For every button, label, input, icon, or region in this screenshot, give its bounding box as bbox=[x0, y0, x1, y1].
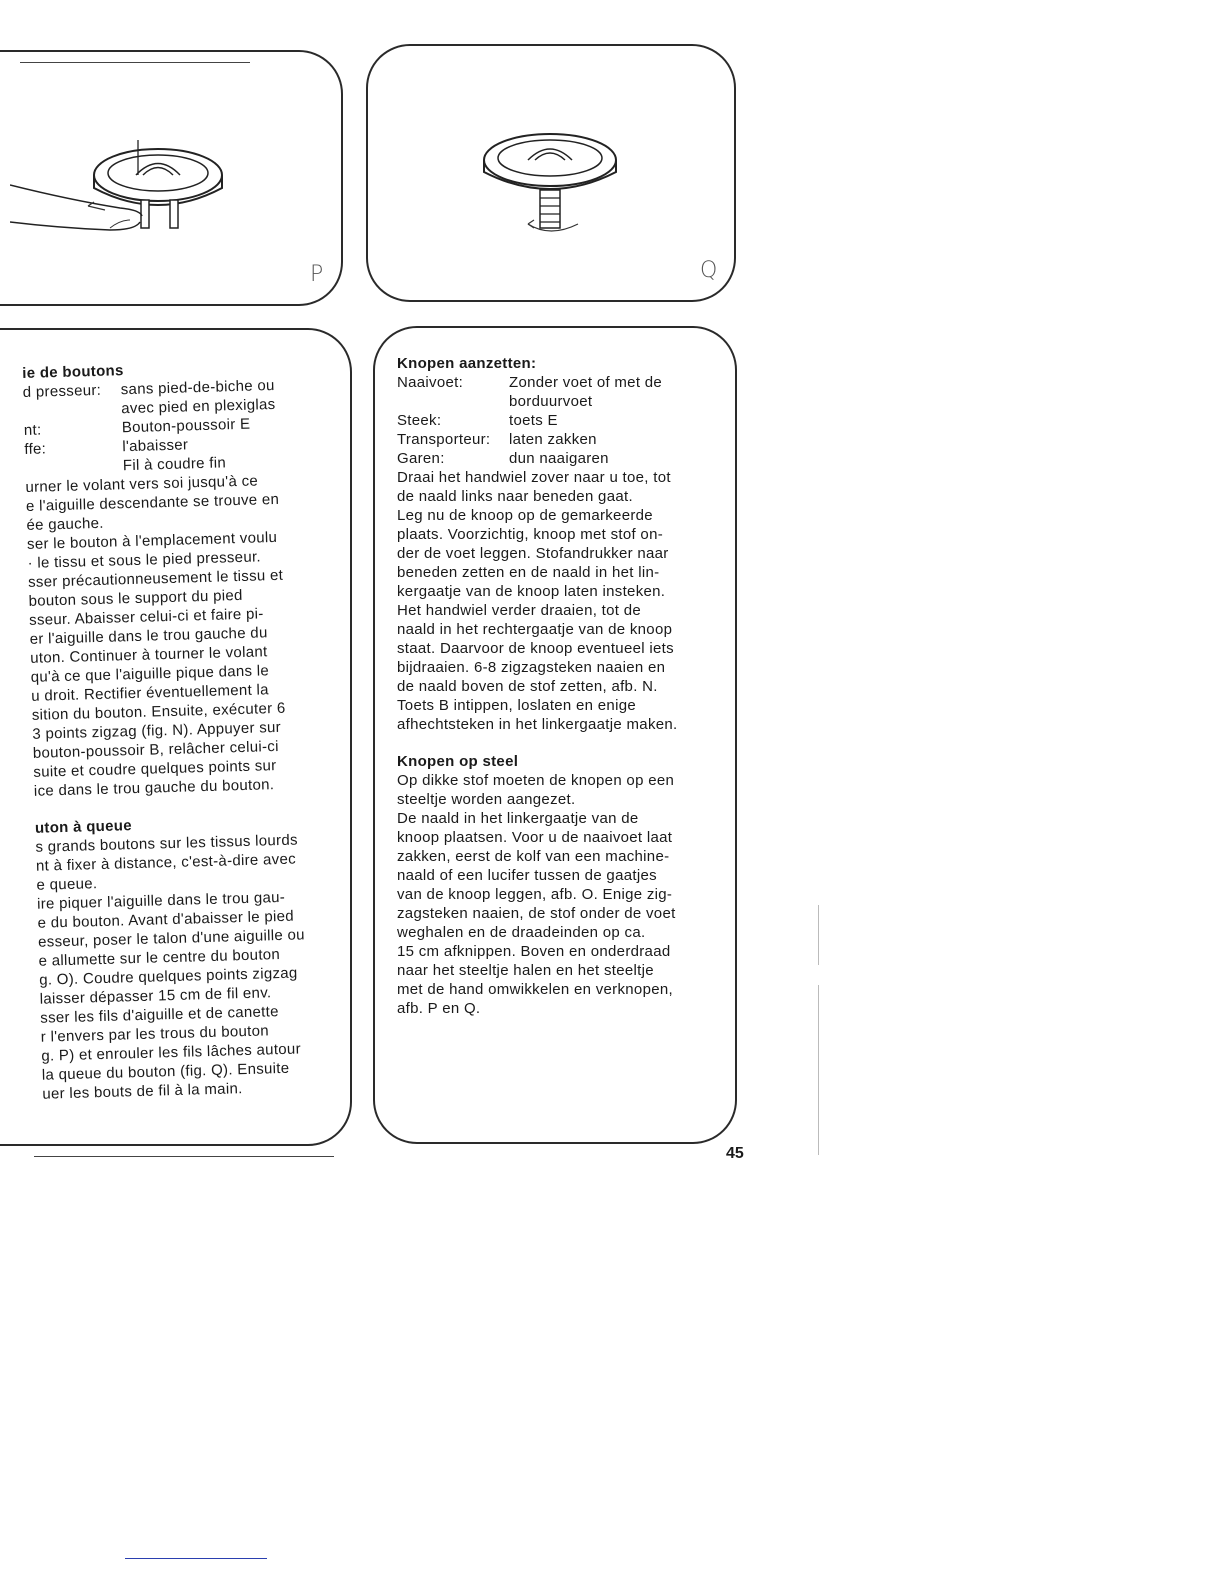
dutch-heading-shank: Knopen op steel bbox=[397, 753, 519, 770]
figure-p-label: P bbox=[310, 262, 324, 287]
shank-button-illustration bbox=[470, 128, 640, 243]
dutch-spec-row: Garen: dun naaigaren bbox=[397, 450, 609, 467]
figure-p-top-rule bbox=[20, 62, 250, 63]
dutch-column bbox=[397, 354, 727, 1018]
dutch-spec-row: borduurvoet bbox=[509, 393, 593, 410]
dutch-spec-row: Steek: toets E bbox=[397, 412, 558, 429]
dutch-shank-instructions: Op dikke stof moeten de knopen op een steeltje worden aangezet. De naald in het linkergaatje van de knoop plaatsen. Voor u de naaivoet laat zakken, eerst de kolf van een machine- naald of een lucifer tussen de gaatjes van de knoop leggen, afb. O. Enige zig- zagsteken naaien, de stof onder de voet weghalen en de draadeinden op ca. 15 cm afknippen. Boven en onderdraad naar het steeltje halen en het steeltje met de hand omwikkelen en verknopen, afb. P en Q. bbox=[397, 772, 676, 1017]
french-heading-buttons: ie de boutons bbox=[22, 362, 124, 382]
french-bottom-rule bbox=[34, 1156, 334, 1157]
dutch-spec-row: Transporteur: laten zakken bbox=[397, 431, 597, 448]
french-spec-row: ffe: l'abaisser bbox=[24, 436, 189, 458]
french-column bbox=[22, 355, 353, 1103]
scan-artifact bbox=[818, 905, 819, 965]
french-heading-shank: uton à queue bbox=[34, 817, 133, 837]
footer-rule bbox=[125, 1558, 267, 1559]
scan-artifact bbox=[818, 985, 819, 1155]
french-spec-row: avec pied en plexiglas bbox=[121, 395, 276, 418]
dutch-instructions: Draai het handwiel zover naar u toe, tot de naald links naar beneden gaat. Leg nu de knoop op de gemarkeerde plaats. Voorzichtig, knoop met stof on- der de voet leggen. Stofandrukker naar beneden zetten en de naald in het lin- kergaatje van de knoop laten insteken. Het handwiel verder draaien, tot de naald in het rechtergaatje van de knoop staat. Daarvoor de knoop eventueel iets bijdraaien. 6-8 zigzagsteken naaien en de naald boven de stof zetten, afb. N. Toets B intippen, loslaten en enige afhechtsteken in het linkergaatje maken. bbox=[397, 469, 678, 733]
french-spec-row: Fil à coudre fin bbox=[122, 454, 227, 475]
french-instructions: urner le volant vers soi jusqu'à ce e l'aiguille descendante se trouve en ée gauche. ser le bouton à l'emplacement voulu · le tissu et sous le pied presseur. sser précautionneusement le tissu et bouton sous le support du pied sseur. Abaisser celui-ci et faire pi- er l'aiguille dans le trou gauche du uton. Continuer à tourner le volant qu'à ce que l'aiguille pique dans le u droit. Rectifier éventuellement la sition du bouton. Ensuite, exécuter 6 3 points zigzag (fig. N). Appuyer sur bouton-poussoir B, relâcher celui-ci suite et coudre quelques points sur ice dans le trou gauche du bouton. bbox=[25, 472, 286, 800]
french-spec-row: d presseur: sans pied-de-biche ou bbox=[22, 376, 275, 401]
french-spec-row: nt: Bouton-poussoir E bbox=[23, 415, 251, 439]
french-shank-instructions: s grands boutons sur les tissus lourds nt à fixer à distance, c'est-à-dire avec e queue. ire piquer l'aiguille dans le trou gau- e du bouton. Avant d'abaisser le pied esseur, poser le talon d'une aiguille ou e allumette sur le centre du bouton g. O). Coudre quelques points zigzag laisser dépasser 15 cm de fil env. sser les fils d'aiguille et de canette r l'envers par les trous du bouton g. P) et enrouler les fils lâches autour la queue du bouton (fig. Q). Ensuite uer les bouts de fil à la main. bbox=[35, 831, 306, 1103]
figure-q-label: Q bbox=[700, 258, 718, 283]
dutch-spec-row: Naaivoet: Zonder voet of met de bbox=[397, 374, 663, 391]
dutch-heading-buttons: Knopen aanzetten: bbox=[397, 355, 537, 372]
button-with-threads-illustration bbox=[10, 130, 250, 240]
page-number: 45 bbox=[726, 1145, 744, 1162]
